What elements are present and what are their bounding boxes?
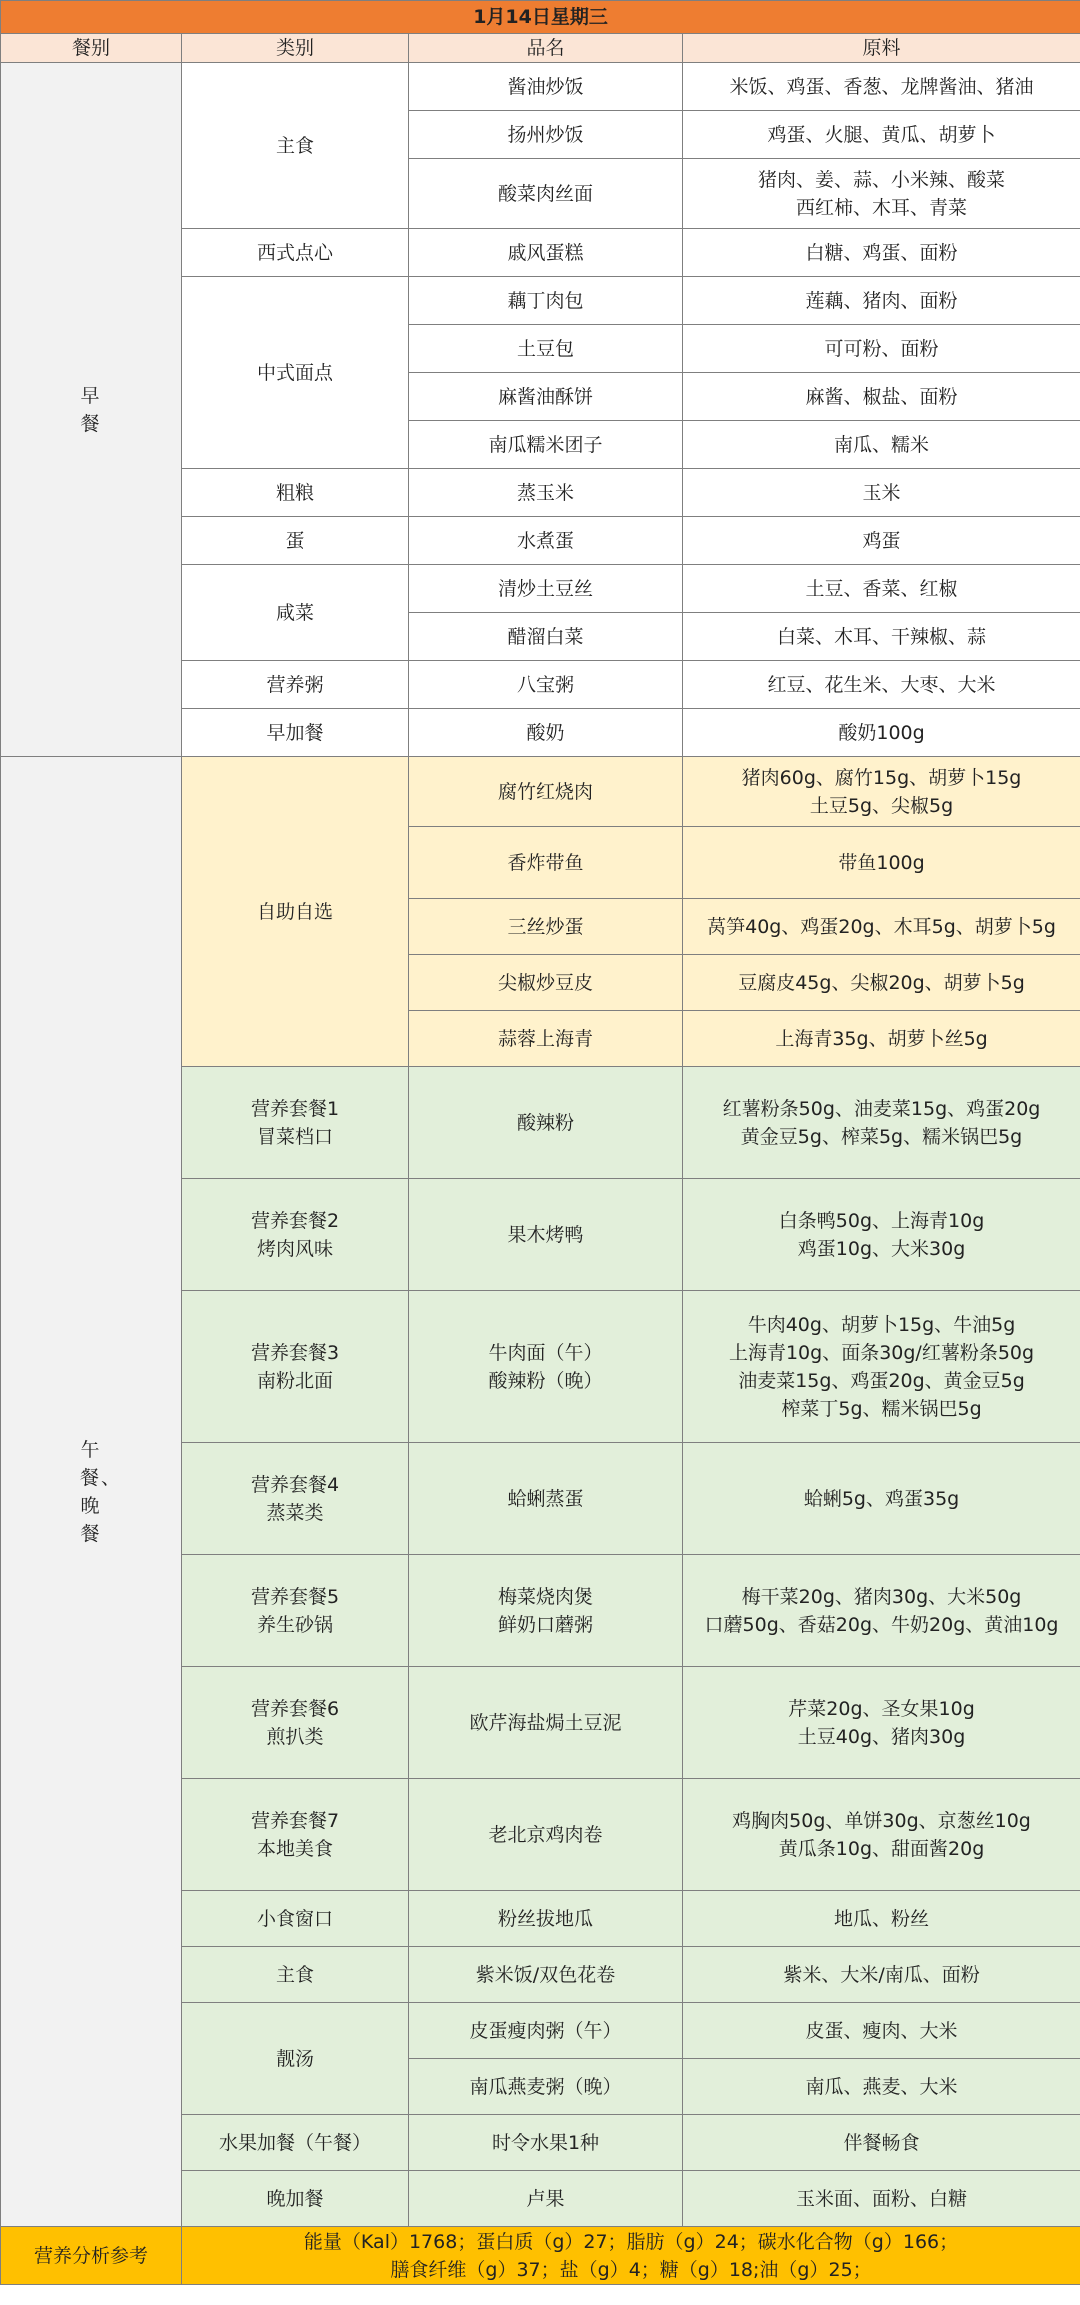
dish-cell: 酸辣粉 bbox=[409, 1067, 683, 1179]
ingredients-cell: 红薯粉条50g、油麦菜15g、鸡蛋20g 黄金豆5g、榨菜5g、糯米锅巴5g bbox=[683, 1067, 1080, 1179]
ingredients-cell: 牛肉40g、胡萝卜15g、牛油5g 上海青10g、面条30g/红薯粉条50g 油麦菜15g、鸡蛋20g、黄金豆5g 榨菜丁5g、糯米锅巴5g bbox=[683, 1291, 1080, 1443]
category-cell: 营养粥 bbox=[182, 661, 409, 709]
dish-cell: 醋溜白菜 bbox=[409, 613, 683, 661]
ingredients-cell: 豆腐皮45g、尖椒20g、胡萝卜5g bbox=[683, 955, 1080, 1011]
ingredients-cell: 芹菜20g、圣女果10g 土豆40g、猪肉30g bbox=[683, 1667, 1080, 1779]
ingredients-cell: 土豆、香菜、红椒 bbox=[683, 565, 1080, 613]
category-cell: 主食 bbox=[182, 63, 409, 229]
ingredients-cell: 莴笋40g、鸡蛋20g、木耳5g、胡萝卜5g bbox=[683, 899, 1080, 955]
dish-cell: 卢果 bbox=[409, 2171, 683, 2227]
dish-cell: 时令水果1种 bbox=[409, 2115, 683, 2171]
ingredients-cell: 米饭、鸡蛋、香葱、龙牌酱油、猪油 bbox=[683, 63, 1080, 111]
ingredients-cell: 可可粉、面粉 bbox=[683, 325, 1080, 373]
category-cell: 粗粮 bbox=[182, 469, 409, 517]
dish-cell: 紫米饭/双色花卷 bbox=[409, 1947, 683, 2003]
header-meal: 餐别 bbox=[1, 34, 182, 63]
category-cell: 蛋 bbox=[182, 517, 409, 565]
meal-label-text: 早餐 bbox=[80, 384, 102, 435]
category-cell: 营养套餐1 冒菜档口 bbox=[182, 1067, 409, 1179]
ingredients-cell: 莲藕、猪肉、面粉 bbox=[683, 277, 1080, 325]
ingredients-cell: 上海青35g、胡萝卜丝5g bbox=[683, 1011, 1080, 1067]
dish-cell: 香炸带鱼 bbox=[409, 827, 683, 899]
meal-label bbox=[1, 757, 182, 2227]
dish-cell: 南瓜燕麦粥（晚） bbox=[409, 2059, 683, 2115]
ingredients-cell: 紫米、大米/南瓜、面粉 bbox=[683, 1947, 1080, 2003]
category-cell: 小食窗口 bbox=[182, 1891, 409, 1947]
dish-cell: 扬州炒饭 bbox=[409, 111, 683, 159]
ingredients-cell: 猪肉60g、腐竹15g、胡萝卜15g 土豆5g、尖椒5g bbox=[683, 757, 1080, 827]
nutrition-label: 营养分析参考 bbox=[1, 2227, 182, 2285]
ingredients-cell: 白菜、木耳、干辣椒、蒜 bbox=[683, 613, 1080, 661]
ingredients-cell: 带鱼100g bbox=[683, 827, 1080, 899]
dish-cell: 欧芹海盐焗土豆泥 bbox=[409, 1667, 683, 1779]
category-cell: 营养套餐5 养生砂锅 bbox=[182, 1555, 409, 1667]
meal-label-text: 午餐、晚餐 bbox=[80, 1438, 123, 1545]
category-cell: 靓汤 bbox=[182, 2003, 409, 2115]
header-row bbox=[1, 34, 1080, 63]
category-cell: 营养套餐3 南粉北面 bbox=[182, 1291, 409, 1443]
ingredients-cell: 玉米面、面粉、白糖 bbox=[683, 2171, 1080, 2227]
category-cell: 早加餐 bbox=[182, 709, 409, 757]
header-dish: 品名 bbox=[409, 34, 683, 63]
header-ingredients: 原料 bbox=[683, 34, 1080, 63]
dish-cell: 蒜蓉上海青 bbox=[409, 1011, 683, 1067]
ingredients-cell: 白糖、鸡蛋、面粉 bbox=[683, 229, 1080, 277]
category-cell: 营养套餐6 煎扒类 bbox=[182, 1667, 409, 1779]
ingredients-cell: 白条鸭50g、上海青10g 鸡蛋10g、大米30g bbox=[683, 1179, 1080, 1291]
menu-date-title: 1月14日星期三 bbox=[1, 1, 1080, 34]
ingredients-cell: 南瓜、燕麦、大米 bbox=[683, 2059, 1080, 2115]
category-cell: 营养套餐2 烤肉风味 bbox=[182, 1179, 409, 1291]
dish-cell: 皮蛋瘦肉粥（午） bbox=[409, 2003, 683, 2059]
dish-cell: 酱油炒饭 bbox=[409, 63, 683, 111]
dish-cell: 牛肉面（午） 酸辣粉（晚） bbox=[409, 1291, 683, 1443]
ingredients-cell: 猪肉、姜、蒜、小米辣、酸菜 西红柿、木耳、青菜 bbox=[683, 159, 1080, 229]
category-cell: 营养套餐4 蒸菜类 bbox=[182, 1443, 409, 1555]
table-row bbox=[1, 63, 1080, 111]
dish-cell: 戚风蛋糕 bbox=[409, 229, 683, 277]
category-cell: 水果加餐（午餐） bbox=[182, 2115, 409, 2171]
ingredients-cell: 玉米 bbox=[683, 469, 1080, 517]
category-cell: 西式点心 bbox=[182, 229, 409, 277]
ingredients-cell: 地瓜、粉丝 bbox=[683, 1891, 1080, 1947]
table-row bbox=[1, 757, 1080, 827]
dish-cell: 土豆包 bbox=[409, 325, 683, 373]
ingredients-cell: 蛤蜊5g、鸡蛋35g bbox=[683, 1443, 1080, 1555]
ingredients-cell: 梅干菜20g、猪肉30g、大米50g 口蘑50g、香菇20g、牛奶20g、黄油10g bbox=[683, 1555, 1080, 1667]
dish-cell: 梅菜烧肉煲 鲜奶口蘑粥 bbox=[409, 1555, 683, 1667]
meal-label bbox=[1, 63, 182, 757]
category-cell: 晚加餐 bbox=[182, 2171, 409, 2227]
dish-cell: 水煮蛋 bbox=[409, 517, 683, 565]
dish-cell: 清炒土豆丝 bbox=[409, 565, 683, 613]
category-cell: 中式面点 bbox=[182, 277, 409, 469]
category-cell: 咸菜 bbox=[182, 565, 409, 661]
nutrition-text: 能量（Kal）1768；蛋白质（g）27；脂肪（g）24；碳水化合物（g）166； 膳食纤维（g）37；盐（g）4；糖（g）18;油（g）25； bbox=[182, 2227, 1080, 2285]
dish-cell: 蛤蜊蒸蛋 bbox=[409, 1443, 683, 1555]
dish-cell: 南瓜糯米团子 bbox=[409, 421, 683, 469]
nutrition-row bbox=[1, 2227, 1080, 2285]
dish-cell: 酸菜肉丝面 bbox=[409, 159, 683, 229]
category-cell: 营养套餐7 本地美食 bbox=[182, 1779, 409, 1891]
dish-cell: 三丝炒蛋 bbox=[409, 899, 683, 955]
dish-cell: 粉丝拔地瓜 bbox=[409, 1891, 683, 1947]
ingredients-cell: 伴餐畅食 bbox=[683, 2115, 1080, 2171]
dish-cell: 酸奶 bbox=[409, 709, 683, 757]
ingredients-cell: 皮蛋、瘦肉、大米 bbox=[683, 2003, 1080, 2059]
dish-cell: 腐竹红烧肉 bbox=[409, 757, 683, 827]
dish-cell: 老北京鸡肉卷 bbox=[409, 1779, 683, 1891]
dish-cell: 麻酱油酥饼 bbox=[409, 373, 683, 421]
ingredients-cell: 酸奶100g bbox=[683, 709, 1080, 757]
ingredients-cell: 鸡胸肉50g、单饼30g、京葱丝10g 黄瓜条10g、甜面酱20g bbox=[683, 1779, 1080, 1891]
dish-cell: 蒸玉米 bbox=[409, 469, 683, 517]
ingredients-cell: 鸡蛋 bbox=[683, 517, 1080, 565]
ingredients-cell: 麻酱、椒盐、面粉 bbox=[683, 373, 1080, 421]
title-row bbox=[1, 1, 1080, 34]
dish-cell: 八宝粥 bbox=[409, 661, 683, 709]
header-category: 类别 bbox=[182, 34, 409, 63]
category-cell: 主食 bbox=[182, 1947, 409, 2003]
ingredients-cell: 鸡蛋、火腿、黄瓜、胡萝卜 bbox=[683, 111, 1080, 159]
dish-cell: 果木烤鸭 bbox=[409, 1179, 683, 1291]
ingredients-cell: 南瓜、糯米 bbox=[683, 421, 1080, 469]
dish-cell: 尖椒炒豆皮 bbox=[409, 955, 683, 1011]
category-cell: 自助自选 bbox=[182, 757, 409, 1067]
ingredients-cell: 红豆、花生米、大枣、大米 bbox=[683, 661, 1080, 709]
dish-cell: 藕丁肉包 bbox=[409, 277, 683, 325]
